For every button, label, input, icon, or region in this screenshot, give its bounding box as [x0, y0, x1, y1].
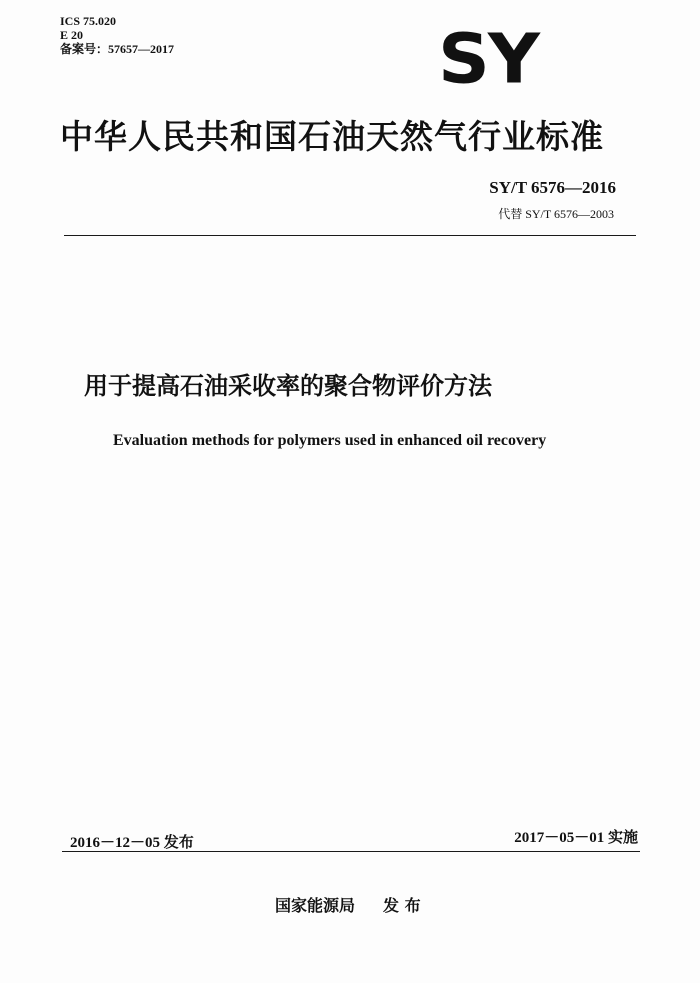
top-divider [64, 235, 636, 236]
metadata-block [60, 14, 174, 56]
document-title-chinese: 用于提高石油采收率的聚合物评价方法 [84, 372, 492, 400]
classification-code: E 20 [60, 28, 84, 42]
replaces-standard: 代替 SY/T 6576—2003 [498, 207, 614, 221]
publish-action: 发 布 [383, 896, 421, 915]
standard-number: SY/T 6576—2016 [489, 178, 616, 197]
filing-number: 备案号：57657—2017 [60, 42, 175, 56]
ics-code: ICS 75.020 [60, 14, 117, 28]
document-title-english: Evaluation methods for polymers used in enhanced oil recovery [113, 432, 547, 449]
publisher-line [275, 893, 421, 916]
issue-date: 2016－12－05 发布 [70, 835, 194, 851]
sy-logo: SY [438, 18, 538, 99]
standard-category-title: 中华人民共和国石油天然气行业标准 [60, 117, 604, 156]
implementation-date: 2017－05－01 实施 [514, 830, 638, 846]
bottom-divider [62, 851, 640, 852]
publisher-name: 国家能源局 [275, 896, 356, 915]
